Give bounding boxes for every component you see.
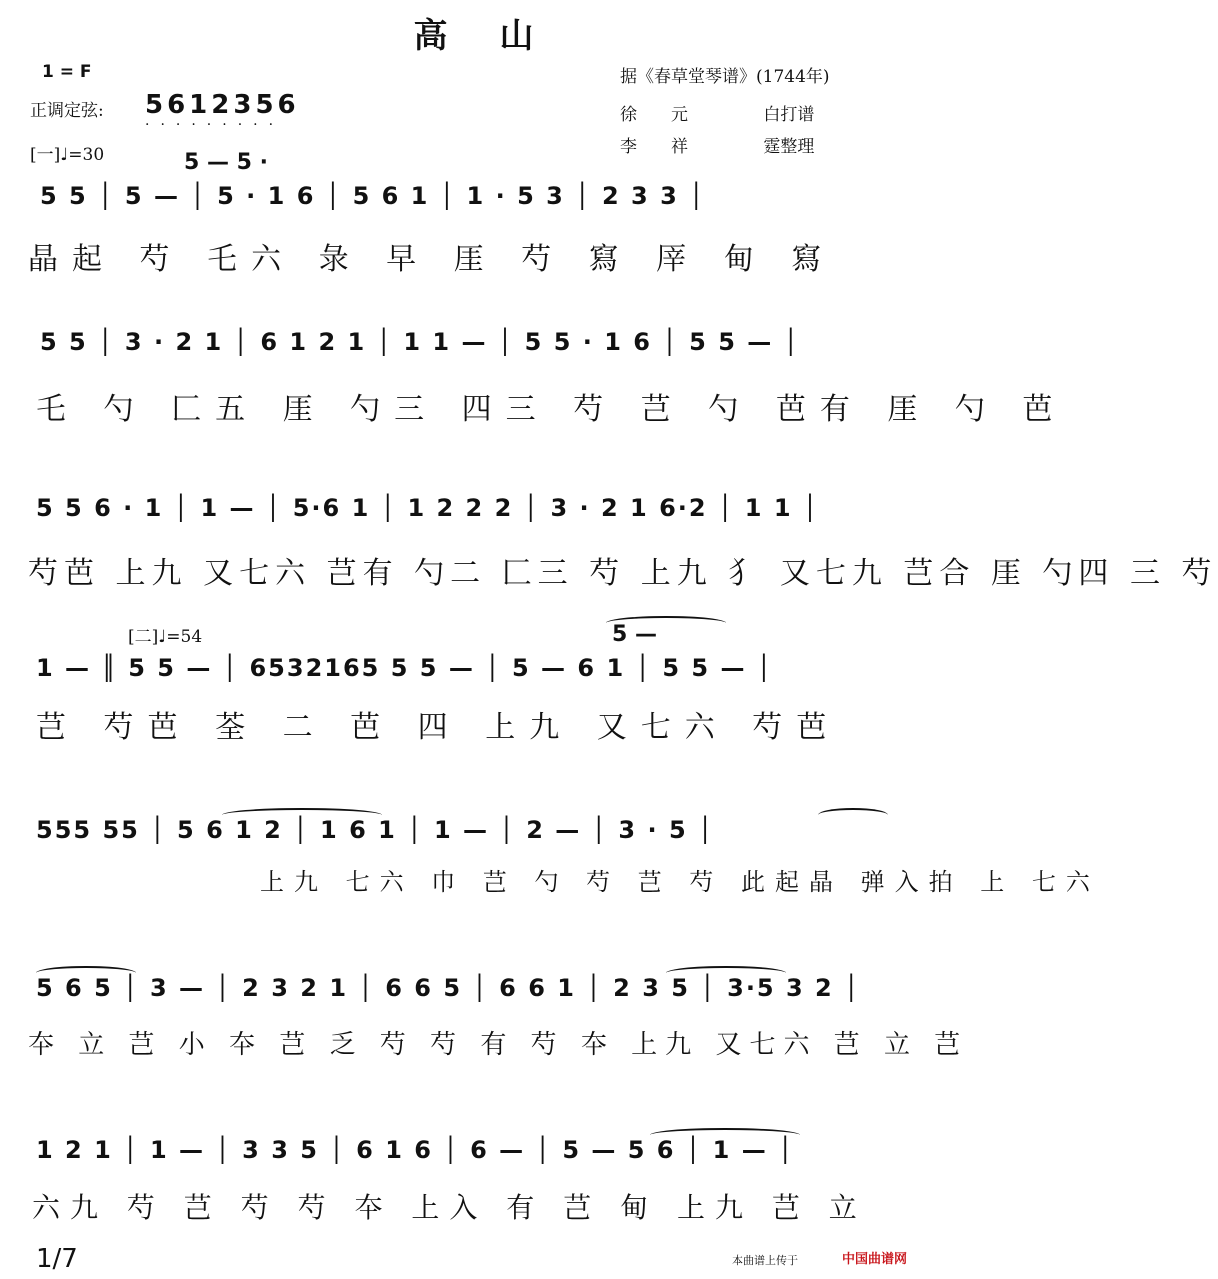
site-logo: 中国曲谱网: [842, 1252, 908, 1267]
system-7-notes: 1 2 1 │ 1 — │ 3 3 5 │ 6 1 6 │ 6 — │ 5 — 5 6 │ 1 — │: [36, 1136, 795, 1164]
system-1-notes: 5 5 │ 5 — │ 5 · 1 6 │ 5 6 1 │ 1 · 5 3 │ 2 3 3 │: [40, 182, 706, 210]
system-6-jianzi: 夲 立 芑 小 夲 芑 乏 芍 芍 有 芍 夲 上九 又七六 芑 立 芑: [28, 1030, 969, 1060]
credit-role: 白打谱: [763, 105, 815, 125]
slur-mark: [818, 808, 888, 822]
credit-name: 李 祥: [620, 137, 688, 157]
upper-voice-notes: 5 — 5 ·: [184, 150, 268, 175]
system-1-jianzi: 晶起 芍 乇六 彔 早 厓 芍 寫 厗 甸 寫: [28, 242, 836, 277]
credit-line-1: [620, 100, 814, 125]
system-7-jianzi: 六九 芍 芑 芍 芍 夲 上入 有 芑 甸 上九 芑 立: [32, 1191, 867, 1224]
system-2-notes: 5 5 │ 3 · 2 1 │ 6 1 2 1 │ 1 1 — │ 5 5 · 1 6 │ 5 5 — │: [40, 328, 801, 356]
system-2-jianzi: 乇 勺 匚五 厓 勺三 四三 芍 芑 勺 芭有 厓 勺 芭: [36, 392, 1067, 427]
tempo-marking-1: [一]♩=30: [30, 145, 105, 165]
system-6-notes: 5 6 5 │ 3 — │ 2 3 2 1 │ 6 6 5 │ 6 6 1 │ 2 3 5 │ 3·5 3 2 │: [36, 974, 861, 1002]
credit-role: 霆整理: [763, 137, 815, 157]
credit-name: 徐 元: [620, 105, 688, 125]
system-5-jianzi: 上九 七六 巾 芑 勺 芍 芑 芍 此起晶 弹入拍 上 七六: [260, 868, 1100, 896]
upload-note: 本曲谱上传于: [732, 1254, 798, 1267]
credit-line-2: [620, 132, 814, 157]
system-4-notes: 1 — ║ 5 5 — │ 6532165 5 5 — │ 5 — 6 1 │ 5 5 — │: [36, 654, 774, 682]
key-signature: 1 = F: [42, 62, 92, 82]
page-number: 1/7: [36, 1244, 78, 1274]
system-3-notes: 5 5 6 · 1 │ 1 — │ 5·6 1 │ 1 2 2 2 │ 3 · 2 1 6·2 │ 1 1 │: [36, 494, 820, 522]
page-title: 高山: [413, 16, 586, 56]
upper-voice-notes: 5 —: [612, 622, 657, 647]
tuning-octave-dots: ·········: [145, 117, 285, 133]
system-4-jianzi: 芑 芍芭 荃 二 芭 四 上九 又七六 芍芭: [36, 710, 841, 745]
tuning-notes: 5612356: [145, 90, 300, 120]
source-citation: 据《春草堂琴谱》(1744年): [620, 67, 830, 87]
tuning-label: 正调定弦:: [30, 101, 104, 121]
system-5-notes: 555 55 │ 5 6 1 2 │ 1 6 1 │ 1 — │ 2 — │ 3 · 5 │: [36, 816, 715, 844]
system-3-jianzi: 芍芭 上九 又七六 芑有 勺二 匚三 芍 上九 犭 又七九 芑合 厓 勺四 三 芍: [28, 556, 1218, 591]
tempo-marking-2: [二]♩=54: [128, 627, 203, 647]
